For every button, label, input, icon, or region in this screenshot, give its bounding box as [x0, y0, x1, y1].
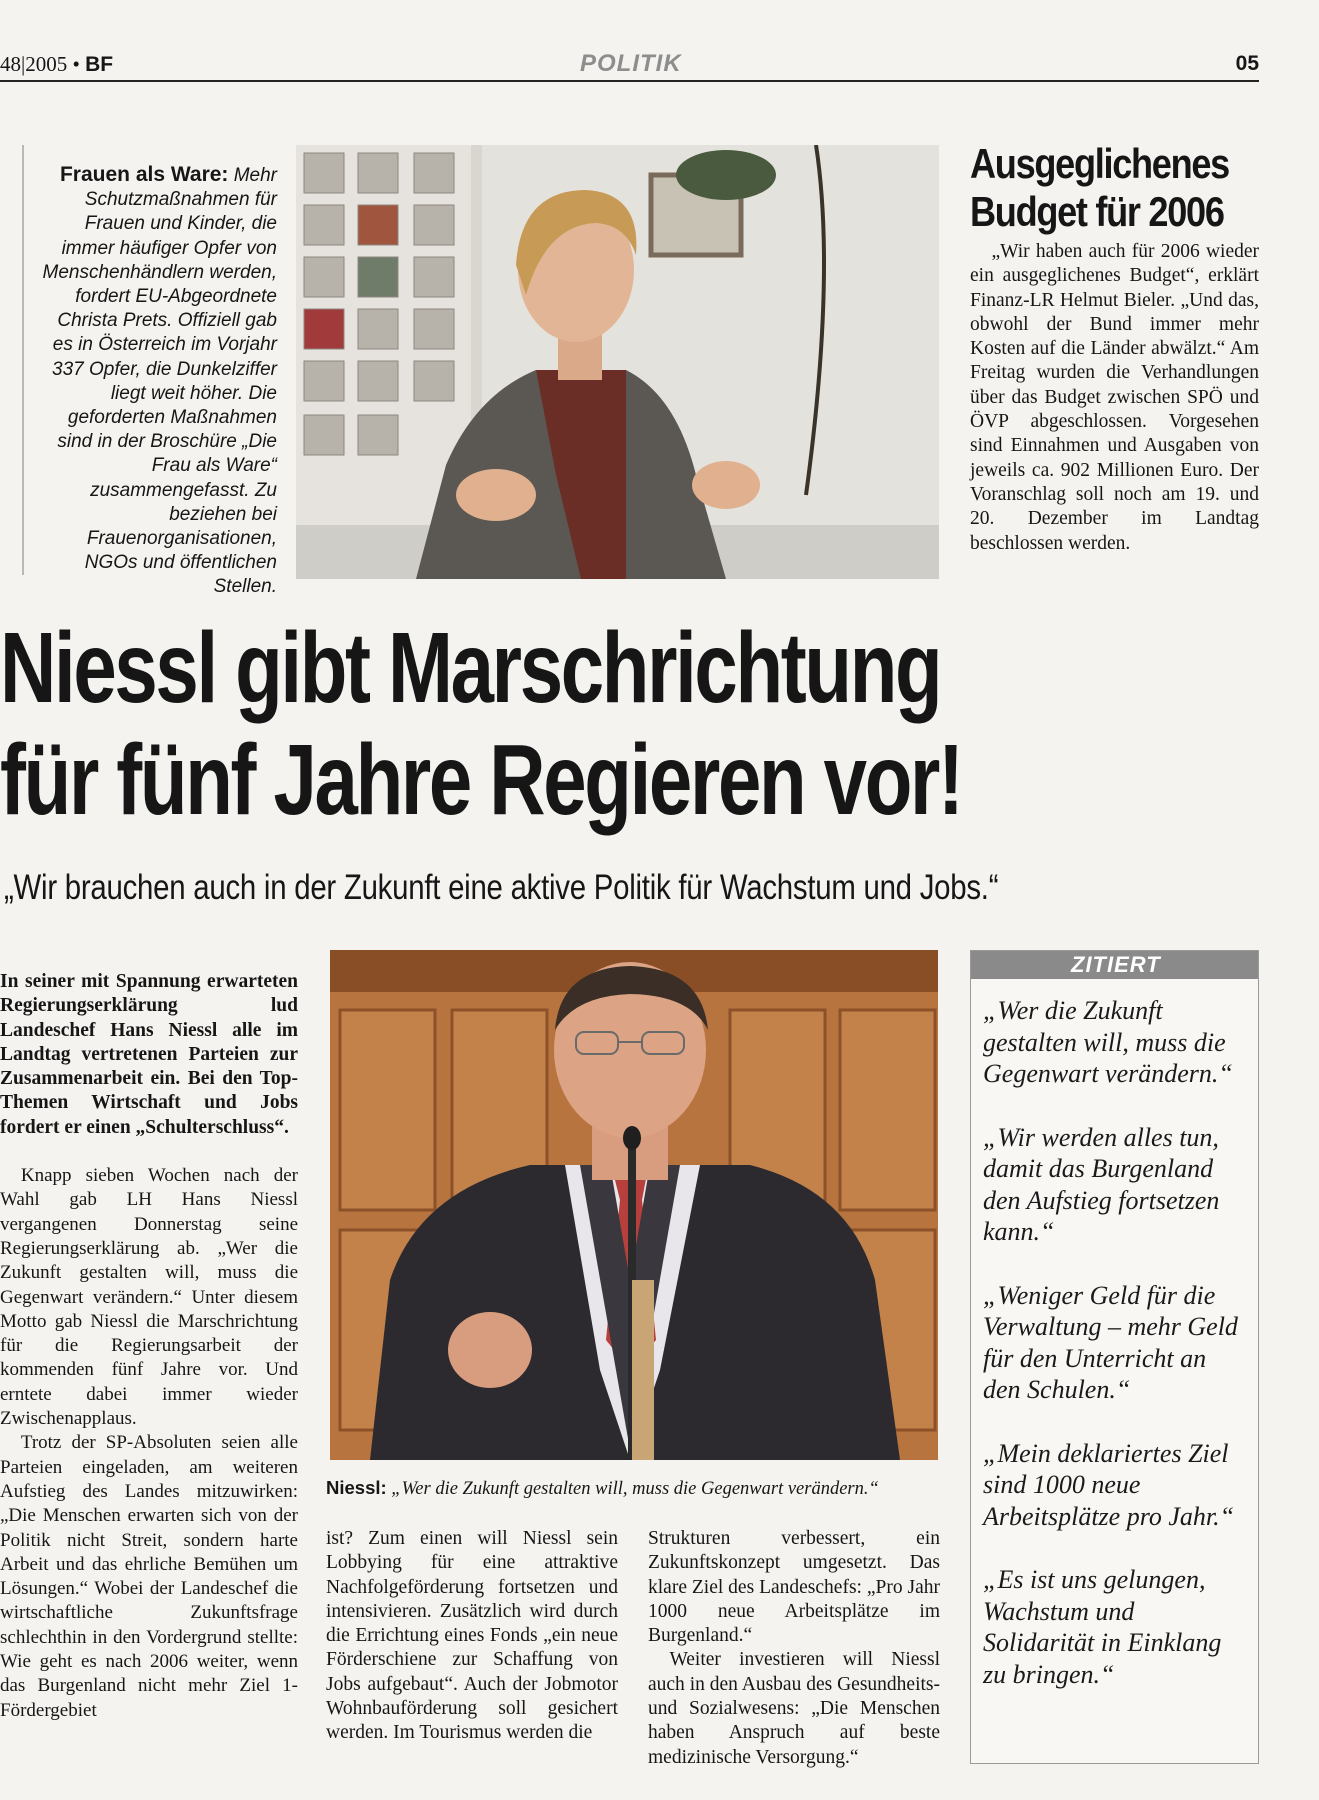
article-left-column	[0, 970, 298, 1770]
quote-box-label: ZITIERT	[971, 951, 1258, 979]
quote-1: „Wer die Zukunft gestalten will, muss die Gegenwart verändern.“	[983, 996, 1233, 1088]
photo-christa-prets	[296, 145, 939, 579]
quote-spacer	[971, 1532, 1258, 1564]
article-paragraph-2: Trotz der SP-Absoluten seien alle Parteien eingeladen, am weiteren Aufstieg des Landes mitzuwirken: „Die Menschen erwarten sich von der Politik nicht Streit, sondern harte Arbeit und das ehrliche Bemühen um Lösungen.“ Wobei der Landeschef die wirtschaftliche Zukunftsfrage schlechthin in den Vordergrund stellte: Wie geht es nach 2006 weiter, wenn das Burgenland nicht mehr Ziel 1-Fördergebiet	[0, 1432, 298, 1721]
section-title: POLITIK	[580, 50, 682, 77]
header-separator: •	[72, 52, 80, 76]
photo-woman-speaking	[296, 145, 939, 579]
caption-lead: Frauen als Ware:	[59, 163, 229, 186]
quote-2: „Wir werden alles tun, damit das Burgenland den Aufstieg fortsetzen kann.“	[983, 1122, 1220, 1246]
photo-caption-niessl	[326, 1477, 946, 1500]
issue-number: 48|2005	[0, 52, 68, 76]
article-column-right-p1: Strukturen verbessert, ein Zukunftskonzept umgesetzt. Das klare Ziel des Landeschefs: „Pro Jahr 1000 neue Arbeitsplätze im Burgenland.“	[648, 1528, 940, 1647]
page-number: 05	[1235, 52, 1259, 75]
main-headline	[0, 612, 962, 836]
quote-spacer	[971, 1406, 1258, 1438]
quote-spacer	[971, 1090, 1258, 1122]
article-lead: In seiner mit Spannung erwarteten Regierungserklärung lud Landeschef Hans Niessl alle im Landtag vertretenen Parteien zur Zusammenarbeit ein. Bei den Top-Themen Wirtschaft und Jobs fordert er einen „Schulterschluss“.	[0, 971, 298, 1138]
budget-headline-line2: Budget für 2006	[970, 188, 1224, 235]
budget-body-text: „Wir haben auch für 2006 wieder ein ausgeglichenes Budget“, erklärt Finanz-LR Helmut Bieler. „Und das, obwohl der Bund immer mehr Kosten auf die Länder abwälzt.“ Am Freitag wurden die Verhandlungen über das Budget zwischen SPÖ und ÖVP abgeschlossen. Vorgesehen sind Einnahmen und Ausgaben von jeweils ca. 902 Millionen Euro. Der Voranschlag soll noch am 19. und 20. Dezember im Landtag beschlossen werden.	[970, 241, 1259, 554]
header-rule	[0, 80, 1259, 82]
main-headline-line2: für fünf Jahre Regieren vor!	[0, 724, 962, 836]
budget-body	[970, 240, 1259, 556]
caption-text: Mehr Schutzmaßnahmen für Frauen und Kinder, die immer häufiger Opfer von Menschenhändlern werden, fordert EU-Abgeordnete Christa Prets. Offiziell gab es in Österreich im Vorjahr 337 Opfer, die Dunkelziffer liegt weit höher. Die geforderten Maßnahmen sind in der Broschüre „Die Frau als Ware“ zusammengefasst. Zu beziehen bei Frauenorganisationen, NGOs und öffentlichen Stellen.	[42, 165, 277, 598]
issue-info	[0, 52, 113, 77]
photo-man-at-microphone	[330, 950, 938, 1460]
quote-5: „Es ist uns gelungen, Wachstum und Solidarität in Einklang zu bringen.“	[983, 1565, 1222, 1689]
photo-hans-niessl	[330, 950, 938, 1460]
quote-spacer	[971, 1248, 1258, 1280]
budget-headline-line1: Ausgeglichenes	[970, 140, 1229, 187]
lead-spacer	[0, 1140, 298, 1164]
budget-headline	[970, 140, 1229, 236]
photo-caption-frauen	[22, 145, 277, 598]
article-paragraph-1: Knapp sieben Wochen nach der Wahl gab LH Hans Niessl vergangenen Donnerstag seine Regierungserklärung ab. „Wer die Zukunft gestalten will, muss die Gegenwart verändern.“ Unter diesem Motto gab Niessl die Marschrichtung für die Regierungsarbeit der kommenden fünf Jahre vor. Und erntete dabei immer wieder Zwischenapplaus.	[0, 1165, 298, 1430]
caption-quote: „Wer die Zukunft gestalten will, muss die Gegenwart verändern.“	[386, 1479, 879, 1499]
quote-box	[970, 950, 1259, 1764]
publication-name: BF	[85, 53, 114, 76]
article-column-middle: ist? Zum einen will Niessl sein Lobbying für eine attraktive Nachfolgeförderung fortsetzen und intensivieren. Zusätzlich wird durch die Errichtung eines Fonds „ein neue Förderschiene zur Schaffung von Jobs aufgebaut“. Auch der Jobmotor Wohnbauförderung soll gesichert werden. Im Tourismus werden die	[326, 1528, 618, 1744]
main-headline-line1: Niessl gibt Marschrichtung	[0, 612, 941, 724]
article-column-right	[648, 1527, 940, 1770]
article-column-right-p2: Weiter investieren will Niessl auch in den Ausbau des Gesundheits- und Sozialwesens: „Die Menschen haben Anspruch auf beste medizinische Versorgung.“	[648, 1649, 940, 1768]
quote-3: „Weniger Geld für die Verwaltung – mehr Geld für den Unterricht an den Schulen.“	[983, 1280, 1238, 1404]
caption-paragraph	[42, 163, 277, 600]
main-subheadline: „Wir brauchen auch in der Zukunft eine aktive Politik für Wachstum und Jobs.“	[4, 868, 999, 907]
quote-spacer-top	[971, 979, 1258, 995]
quote-4: „Mein deklariertes Ziel sind 1000 neue Arbeitsplätze pro Jahr.“	[983, 1438, 1235, 1531]
caption-speaker: Niessl:	[326, 1477, 387, 1498]
